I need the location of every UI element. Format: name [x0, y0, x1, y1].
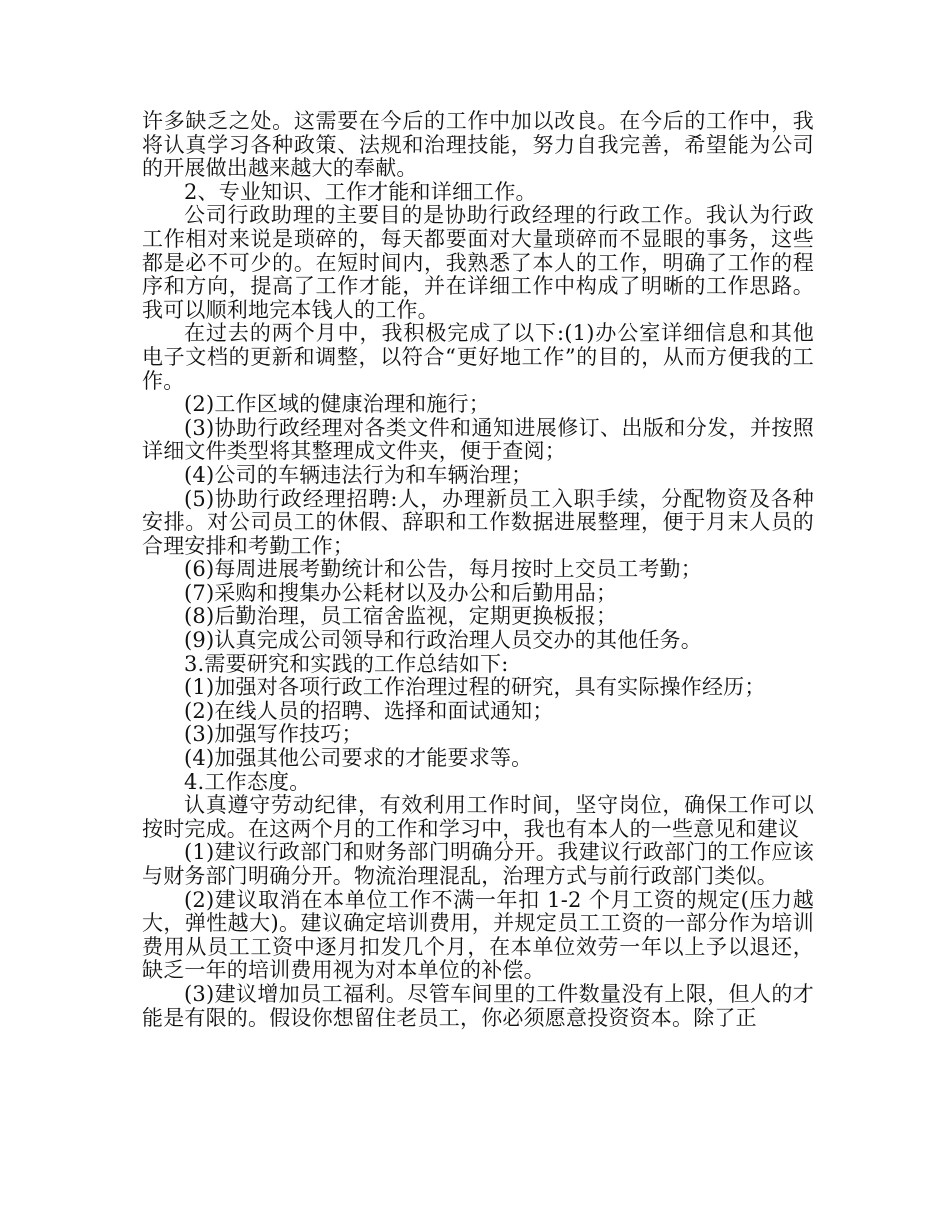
list-item: (8)后勤治理，员工宿舍监视，定期更换板报； — [184, 604, 618, 629]
list-item: (3)加强写作技巧； — [184, 722, 363, 747]
paragraph: 认真遵守劳动纪律，有效利用工作时间，坚守岗位，确保工作可以按时完成。在这两个月的工作和学习中，我也有本人的一些意见和建议 — [142, 793, 814, 841]
list-item: (6)每周进展考勤统计和公告，每月按时上交员工考勤； — [184, 557, 702, 582]
list-item: (3)协助行政经理对各类文件和通知进展修订、出版和分发，并按照详细文件类型将其整理成文件夹，便于查阅； — [142, 415, 814, 464]
list-item: (7)采购和搜集办公耗材以及办公和后勤用品； — [184, 580, 618, 605]
section-heading: 2、专业知识、工作才能和详细工作。 — [184, 179, 537, 204]
list-item: (9)认真完成公司领导和行政治理人员交办的其他任务。 — [184, 628, 702, 653]
paragraph: 公司行政助理的主要目的是协助行政经理的行政工作。我认为行政工作相对来说是琐碎的，每天都要面对大量琐碎而不显眼的事务，这些都是必不可少的。在短时间内，我熟悉了本人的工作，明确了工作的程序和方向，提高了工作才能，并在详细工作中构成了明晰的工作思路。我可以顺利地完本钱人的工作。 — [142, 203, 814, 322]
list-item: (2)工作区域的健康治理和施行； — [184, 392, 490, 417]
list-item: (3)建议增加员工福利。尽管车间里的工件数量没有上限，但人的才能是有限的。假设你想留住老员工，你必须愿意投资资本。除了正 — [142, 981, 814, 1030]
list-item: (1)加强对各项行政工作治理过程的研究，具有实际操作经历； — [184, 675, 766, 700]
paragraph: 许多缺乏之处。这需要在今后的工作中加以改良。在今后的工作中，我将认真学习各种政策、法规和治理技能，努力自我完善，希望能为公司的开展做出越来越大的奉献。 — [142, 109, 814, 181]
paragraph: 在过去的两个月中，我积极完成了以下:(1)办公室详细信息和其他电子文档的更新和调整，以符合“更好地工作”的目的，从而方便我的工作。 — [142, 321, 814, 393]
list-item: (1)建议行政部门和财务部门明确分开。我建议行政部门的工作应该与财务部门明确分开。物流治理混乱，治理方式与前行政部门类似。 — [142, 840, 814, 888]
list-item: (5)协助行政经理招聘:人，办理新员工入职手续，分配物资及各种安排。对公司员工的休假、辞职和工作数据进展整理，便于月末人员的合理安排和考勤工作； — [142, 486, 814, 558]
list-item: (2)在线人员的招聘、选择和面试通知； — [184, 698, 554, 723]
section-heading: 4.工作态度。 — [184, 769, 311, 794]
document-body — [142, 110, 814, 1030]
list-item: (2)建议取消在本单位工作不满一年扣 1-2 个月工资的规定(压力越大，弹性越大)。建议确定培训费用，并规定员工工资的一部分作为培训费用从员工工资中逐月扣发几个月，在本单位效劳一年以上予以退还，缺乏一年的培训费用视为对本单位的补偿。 — [142, 887, 814, 983]
section-heading: 3.需要研究和实践的工作总结如下: — [184, 651, 509, 676]
list-item: (4)加强其他公司要求的才能要求等。 — [184, 746, 533, 771]
list-item: (4)公司的车辆违法行为和车辆治理； — [184, 462, 533, 487]
